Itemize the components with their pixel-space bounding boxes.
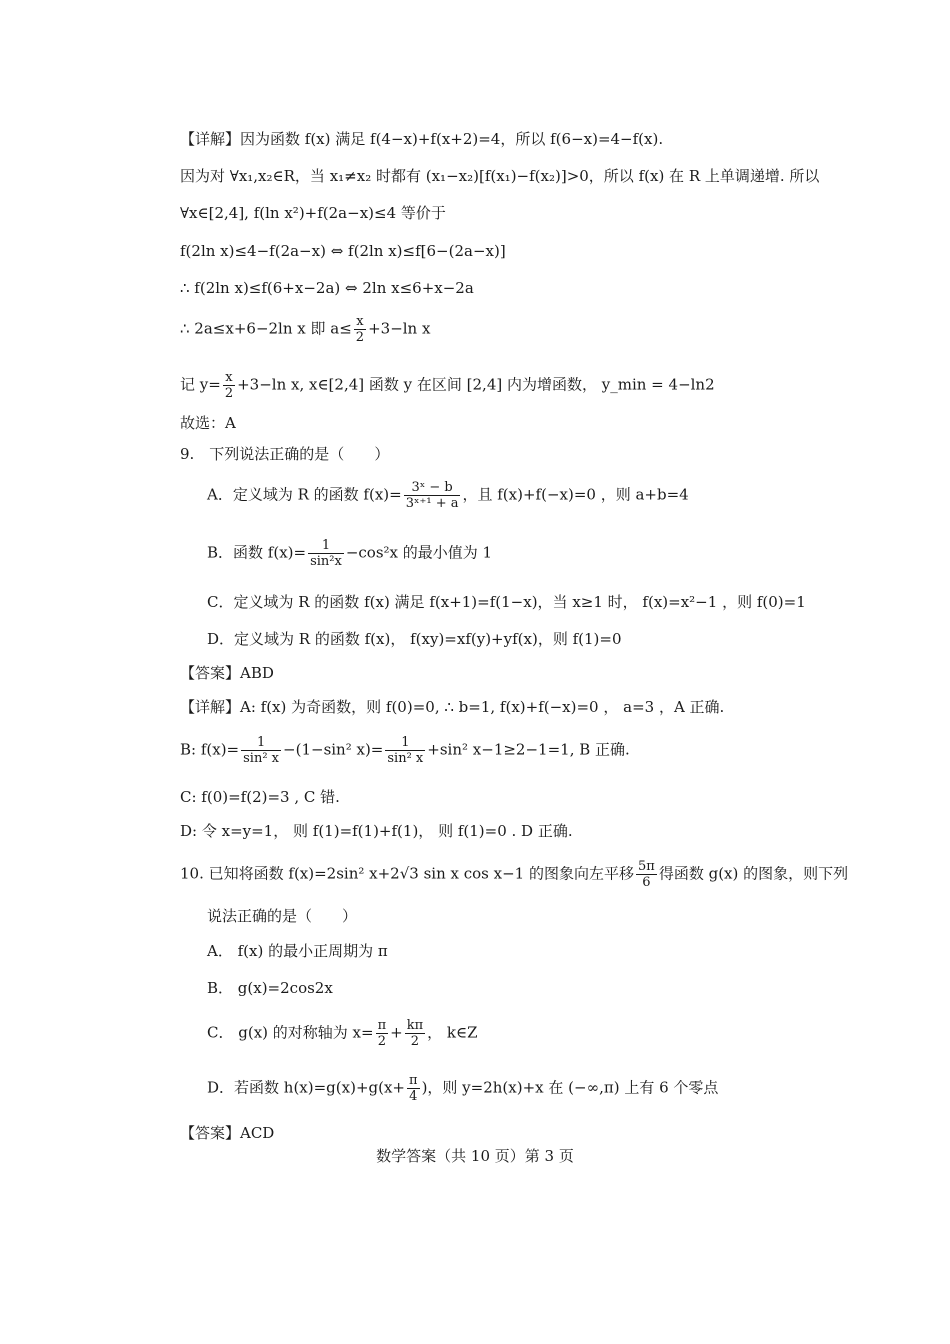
q10-option-d-post: )，则 y=2h(x)+x 在 (−∞,π) 上有 6 个零点: [421, 1078, 719, 1097]
q9-detail-b: [180, 735, 630, 766]
q10-stem-pre: 10. 已知将函数 f(x)=2sin² x+2√3 sin x cos x−1 的图象向左平移: [180, 864, 634, 883]
q9-stem: 9. 下列说法正确的是（ ）: [180, 445, 390, 463]
q9-detail-b-pre: B: f(x)=: [180, 740, 240, 759]
q9-detail-d: D: 令 x=y=1， 则 f(1)=f(1)+f(1)， 则 f(1)=0 . D 正确.: [180, 822, 573, 840]
q9-detail-b-post: +sin² x−1≥2−1=1, B 正确.: [427, 740, 630, 759]
q10-answer: 【答案】ACD: [180, 1124, 275, 1142]
q10-option-d: [207, 1073, 718, 1104]
q9-option-b: [207, 538, 492, 569]
q9-option-c: C．定义域为 R 的函数 f(x) 满足 f(x+1)=f(1−x)，当 x≥1 时， f(x)=x²−1 ，则 f(0)=1: [207, 593, 806, 611]
fraction-den: 6: [642, 875, 651, 890]
fraction-num: x: [223, 370, 235, 386]
q9-option-b-pre: B．函数 f(x)=: [207, 543, 307, 562]
q10-stem-post: 得函数 g(x) 的图象，则下列: [658, 864, 849, 883]
q10-stem-2: 说法正确的是（ ）: [207, 907, 358, 925]
detail-line-3: ∀x∈[2,4], f(ln x²)+f(2a−x)≤4 等价于: [180, 204, 446, 222]
fraction: [241, 735, 281, 766]
fraction: [354, 314, 366, 345]
fraction-num: kπ: [406, 1018, 424, 1033]
q9-detail-c: C: f(0)=f(2)=3 , C 错.: [180, 788, 340, 806]
fraction: [636, 859, 657, 890]
plus-sign: +: [390, 1023, 403, 1042]
q10-option-d-pre: D．若函数 h(x)=g(x)+g(x+: [207, 1078, 406, 1097]
fraction-num: 5π: [638, 859, 655, 874]
q9-answer: 【答案】ABD: [180, 664, 274, 682]
fraction-den: 2: [377, 1034, 386, 1049]
detail-line-1: 【详解】因为函数 f(x) 满足 f(4−x)+f(x+2)=4，所以 f(6−x)=4−f(x).: [180, 130, 664, 148]
q9-detail-a: 【详解】A: f(x) 为奇函数，则 f(0)=0, ∴ b=1, f(x)+f(−x)=0 ， a=3 ，A 正确.: [180, 698, 725, 716]
page-footer: 数学答案（共 10 页）第 3 页: [376, 1147, 574, 1165]
fraction: [385, 735, 425, 766]
fraction-num: x: [354, 314, 366, 330]
detail-line-7-pre: 记 y=: [180, 375, 221, 394]
detail-line-7: [180, 370, 715, 401]
fraction: [405, 1018, 425, 1049]
fraction-den: 4: [409, 1089, 418, 1104]
detail-line-6-pre: ∴ 2a≤x+6−2ln x 即 a≤: [180, 319, 352, 338]
q9-option-a-post: ，且 f(x)+f(−x)=0 ，则 a+b=4: [462, 485, 689, 504]
detail-line-6-post: +3−ln x: [368, 319, 431, 338]
detail-line-8: 故选：A: [180, 414, 236, 432]
q10-stem: [180, 859, 848, 890]
fraction-num: 1: [308, 538, 344, 554]
fraction-num: π: [377, 1018, 387, 1033]
fraction-num: 1: [385, 735, 425, 751]
fraction-den: 2: [410, 1034, 420, 1049]
detail-line-7-post: +3−ln x, x∈[2,4] 函数 y 在区间 [2,4] 内为增函数， y_min = 4−ln2: [237, 375, 715, 394]
detail-line-2: 因为对 ∀x₁,x₂∈R，当 x₁≠x₂ 时都有 (x₁−x₂)[f(x₁)−f(x₂)]>0，所以 f(x) 在 R 上单调递增. 所以: [180, 167, 820, 185]
fraction: [376, 1018, 389, 1049]
detail-line-6: [180, 314, 430, 345]
fraction-den: 3ˣ⁺¹ + a: [405, 496, 459, 511]
detail-line-5: ∴ f(2ln x)≤f(6+x−2a) ⇔ 2ln x≤6+x−2a: [180, 279, 474, 297]
fraction-num: π: [409, 1073, 418, 1088]
q9-option-b-post: −cos²x 的最小值为 1: [345, 543, 493, 562]
fraction-den: 2: [355, 330, 365, 345]
q10-option-c: [207, 1018, 478, 1049]
q10-option-c-pre: C． g(x) 的对称轴为 x=: [207, 1023, 374, 1042]
fraction-num: 3ˣ − b: [404, 480, 461, 496]
fraction-den: 2: [224, 386, 234, 401]
q9-option-d: D．定义域为 R 的函数 f(x)， f(xy)=xf(y)+yf(x)，则 f(1)=0: [207, 630, 622, 648]
detail-line-4: f(2ln x)≤4−f(2a−x) ⇔ f(2ln x)≤f[6−(2a−x)]: [180, 242, 506, 260]
q9-detail-b-mid: −(1−sin² x)=: [283, 740, 384, 759]
fraction-num: 1: [241, 735, 281, 751]
q9-option-a: [207, 480, 689, 511]
q9-option-a-pre: A．定义域为 R 的函数 f(x)=: [207, 485, 402, 504]
fraction-den: sin²x: [310, 554, 342, 569]
fraction-den: sin² x: [387, 751, 424, 766]
q10-option-a: A． f(x) 的最小正周期为 π: [207, 942, 388, 960]
fraction: [223, 370, 235, 401]
q10-option-c-post: ， k∈Z: [427, 1023, 478, 1042]
fraction: [407, 1073, 420, 1104]
fraction-den: sin² x: [243, 751, 280, 766]
q10-option-b: B． g(x)=2cos2x: [207, 979, 333, 997]
fraction: [404, 480, 461, 511]
fraction: [308, 538, 344, 569]
